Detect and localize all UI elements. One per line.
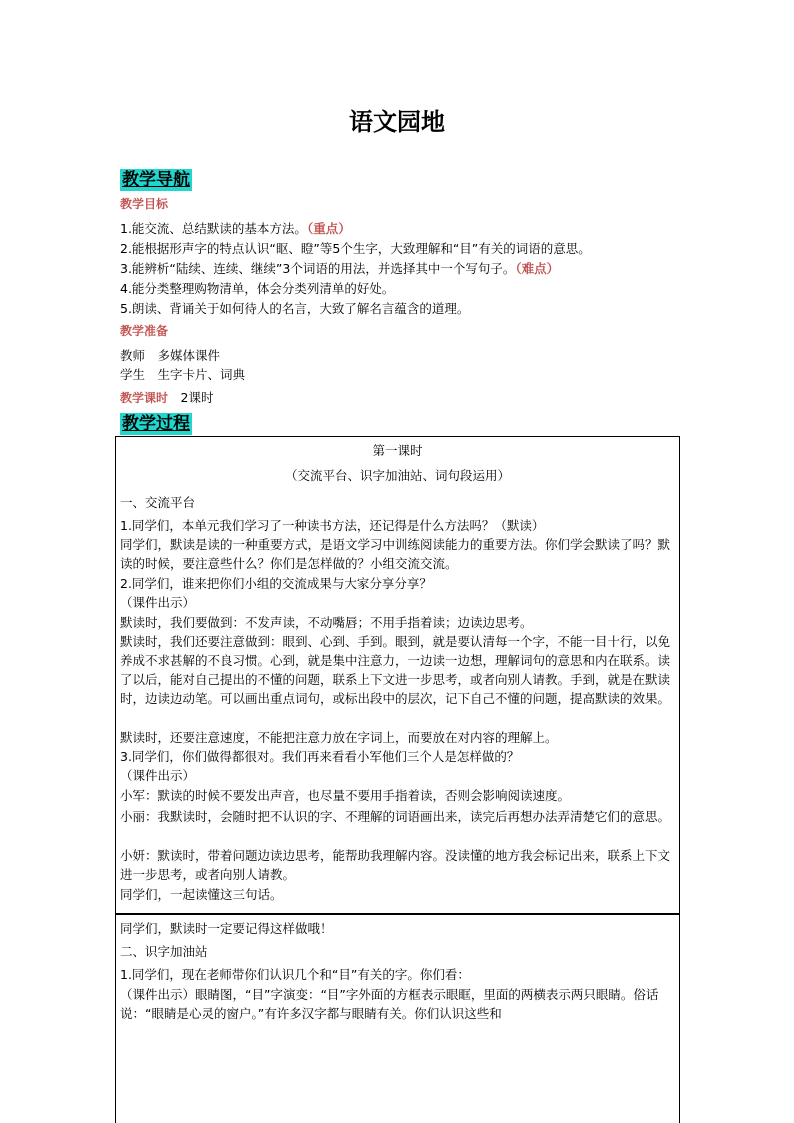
goals-label: 教学目标 — [120, 197, 169, 211]
goal-item: 4.能分类整理购物清单，体会分类列清单的好处。 — [120, 281, 395, 296]
hours-row: 教学课时 2课时 — [120, 390, 214, 405]
guide-heading: 教学导航 — [122, 170, 190, 190]
paragraph: 小军：默读的时候不要发出声音，也尽量不要用手指着读，否则会影响阅读速度。 — [120, 788, 571, 803]
goal-item: 1.能交流、总结默读的基本方法。（重点） — [120, 221, 351, 236]
paragraph: （课件出示） — [120, 595, 196, 610]
prep-item: 学生 生字卡片、词典 — [120, 367, 246, 382]
lesson-subtitle: （交流平台、识字加油站、词句段运用） — [284, 468, 510, 483]
lesson-table-continued — [115, 914, 680, 1123]
paragraph: 同学们，默读是读的一种重要方式，是语文学习中训练阅读能力的重要方法。你们学会默读了吗？默读的时候，要注意些什么？你们是怎样做的？小组交流交流。 — [120, 537, 671, 571]
paragraph: 默读时，还要注意速度，不能把注意力放在字词上，而要放在对内容的理解上。 — [120, 730, 558, 745]
goal-item: 2.能根据形声字的特点认识“眍、瞪”等5个生字，大致理解和“目”有关的词语的意思。 — [120, 241, 591, 256]
paragraph: 1.同学们，本单元我们学习了一种读书方法，还记得是什么方法吗？（默读） — [120, 518, 545, 533]
paragraph: 同学们，一起读懂这三句话。 — [120, 887, 283, 902]
paragraph: 3.同学们，你们做得都很对。我们再来看看小军他们三个人是怎样做的？ — [120, 749, 520, 764]
section-title: 一、交流平台 — [120, 495, 196, 510]
process-heading: 教学过程 — [122, 414, 190, 434]
paragraph: （课件出示） — [120, 768, 196, 783]
lesson-table — [115, 436, 680, 914]
goal-item: 3.能辨析“陆续、连续、继续”3个词语的用法，并选择其中一个写句子。（难点） — [120, 261, 560, 276]
paragraph: 默读时，我们要做到：不发声读，不动嘴唇；不用手指着读；边读边思考。 — [120, 615, 533, 630]
goal-item: 5.朗读、背诵关于如何待人的名言，大致了解名言蕴含的道理。 — [120, 301, 470, 316]
paragraph: （课件出示）眼睛图，“目”字演变：“目”字外面的方框表示眼眶，里面的两横表示两只眼睛。俗话说：“眼睛是心灵的窗户。”有许多汉字都与眼睛有关。你们认识这些和 — [120, 987, 659, 1021]
section-title: 二、识字加油站 — [120, 944, 208, 959]
paragraph: 小丽：我默读时，会随时把不认识的字、不理解的词语画出来，读完后再想办法弄清楚它们的意思。 — [120, 809, 671, 824]
paragraph: 同学们，默读时一定要记得这样做哦！ — [120, 921, 333, 936]
prep-label: 教学准备 — [120, 324, 169, 338]
paragraph: 小妍：默读时，带着问题边读边思考，能帮助我理解内容。没读懂的地方我会标记出来，联系上下文进一步思考，或者向别人请教。 — [120, 848, 671, 882]
lesson-title: 第一课时 — [372, 443, 423, 458]
paragraph: 2.同学们，谁来把你们小组的交流成果与大家分享分享？ — [120, 576, 432, 591]
prep-item: 教师 多媒体课件 — [120, 348, 221, 363]
page-title: 语文园地 — [349, 107, 445, 136]
paragraph: 1.同学们，现在老师带你们认识几个和“目”有关的字。你们看： — [120, 967, 470, 982]
paragraph: 默读时，我们还要注意做到：眼到、心到、手到。眼到，就是要认清每一个字，不能一目十行，以免养成不求甚解的不良习惯。心到，就是集中注意力，一边读一边想，理解词句的意思和内在联系。读了以后，能对自己提出的不懂的问题，联系上下文进一步思考，或者向别人请教。手到，就是在默读时，边读边动笔。可以画出重点词句，或标出段中的层次，记下自己不懂的问题，提高默读的效果。 — [120, 634, 671, 706]
